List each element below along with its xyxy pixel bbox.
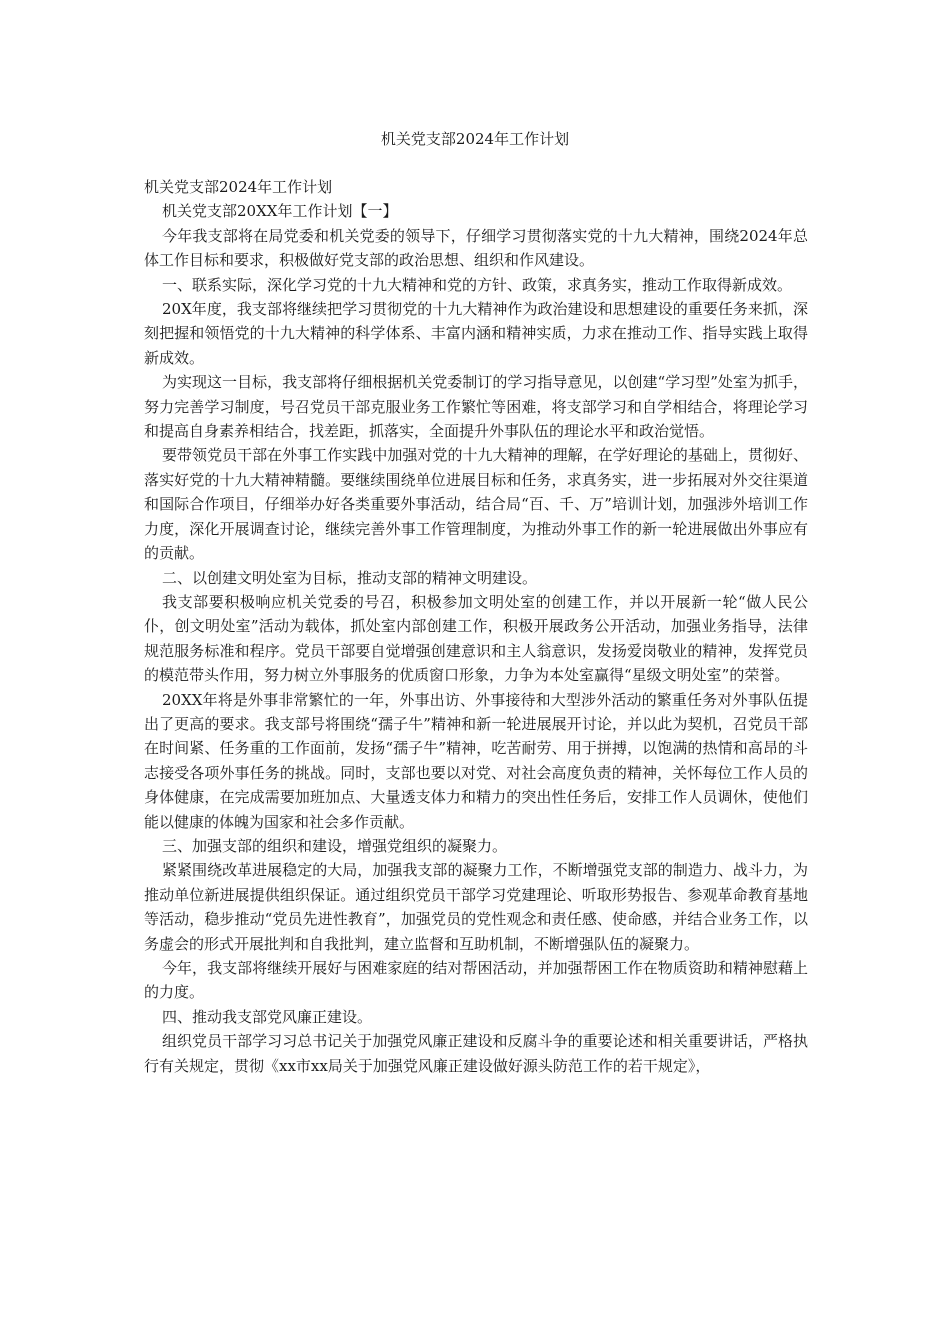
paragraph: 机关党支部20XX年工作计划【一】	[162, 202, 398, 221]
paragraph: 20X年度，我支部将继续把学习贯彻党的十九大精神作为政治建设和思想建设的重要任务来抓，深刻把握和领悟党的十九大精神的科学体系、丰富内涵和精神实质，力求在推动工作、指导实践上取得新成效。	[144, 300, 808, 367]
paragraph: 要带领党员干部在外事工作实践中加强对党的十九大精神的理解，在学好理论的基础上，贯彻好、落实好党的十九大精神精髓。要继续围绕单位进展目标和任务，求真务实，进一步拓展对外交往渠道和国际合作项目，仔细举办好各类重要外事活动，结合局“百、千、万”培训计划，加强涉外培训工作力度，深化开展调查讨论，继续完善外事工作管理制度，为推动外事工作的新一轮进展做出外事应有的贡献。	[144, 446, 808, 563]
document-title: 机关党支部2024年工作计划	[380, 130, 570, 148]
paragraph: 20XX年将是外事非常繁忙的一年，外事出访、外事接待和大型涉外活动的繁重任务对外事队伍提出了更高的要求。我支部号将围绕“孺子牛”精神和新一轮进展展开讨论，并以此为契机，召党员干部在时间紧、任务重的工作面前，发扬“孺子牛”精神，吃苦耐劳、用于拼搏，以饱满的热情和高昂的斗志接受各项外事任务的挑战。同时，支部也要以对党、对社会高度负责的精神，关怀每位工作人员的身体健康，在完成需要加班加点、大量透支体力和精力的突出性任务后，安排工作人员调休，使他们能以健康的体魄为国家和社会多作贡献。	[144, 690, 808, 831]
paragraph: 紧紧围绕改革进展稳定的大局，加强我支部的凝聚力工作，不断增强党支部的制造力、战斗力，为推动单位新进展提供组织保证。通过组织党员干部学习党建理论、听取形势报告、参观革命教育基地等活动，稳步推动“党员先进性教育”，加强党员的党性观念和责任感、使命感，并结合业务工作，以务虚会的形式开展批判和自我批判，建立监督和互助机制，不断增强队伍的凝聚力。	[144, 861, 808, 953]
paragraph: 组织党员干部学习习总书记关于加强党风廉正建设和反腐斗争的重要论述和相关重要讲话，严格执行有关规定，贯彻《xx市xx局关于加强党风廉正建设做好源头防范工作的若干规定》，	[144, 1032, 808, 1075]
document-subtitle: 机关党支部2024年工作计划	[144, 178, 333, 196]
section-heading: 三、加强支部的组织和建设，增强党组织的凝聚力。	[162, 836, 508, 855]
section-heading: 二、以创建文明处室为目标，推动支部的精神文明建设。	[162, 568, 538, 587]
paragraph: 今年，我支部将继续开展好与困难家庭的结对帮困活动，并加强帮困工作在物质资助和精神慰藉上的力度。	[144, 959, 808, 1002]
paragraph: 今年我支部将在局党委和机关党委的领导下，仔细学习贯彻落实党的十九大精神，围绕2024年总体工作目标和要求，积极做好党支部的政治思想、组织和作风建设。	[144, 226, 808, 270]
section-heading: 一、联系实际，深化学习党的十九大精神和党的方针、政策，求真务实，推动工作取得新成效。	[162, 275, 793, 294]
document-body	[144, 175, 808, 1078]
paragraph: 我支部要积极响应机关党委的号召，积极参加文明处室的创建工作，并以开展新一轮“做人民公仆，创文明处室”活动为载体，抓处室内部创建工作，积极开展政务公开活动，加强业务指导，法律规范服务标准和程序。党员干部要自觉增强创建意识和主人翁意识，发扬爱岗敬业的精神，发挥党员的模范带头作用，努力树立外事服务的优质窗口形象，力争为本处室赢得“星级文明处室”的荣誉。	[144, 592, 808, 685]
paragraph: 为实现这一目标，我支部将仔细根据机关党委制订的学习指导意见，以创建“学习型”处室为抓手，努力完善学习制度，号召党员干部克服业务工作繁忙等困难，将支部学习和自学相结合，将理论学习和提高自身素养相结合，找差距，抓落实，全面提升外事队伍的理论水平和政治觉悟。	[144, 373, 808, 441]
section-heading: 四、推动我支部党风廉正建设。	[162, 1007, 373, 1026]
